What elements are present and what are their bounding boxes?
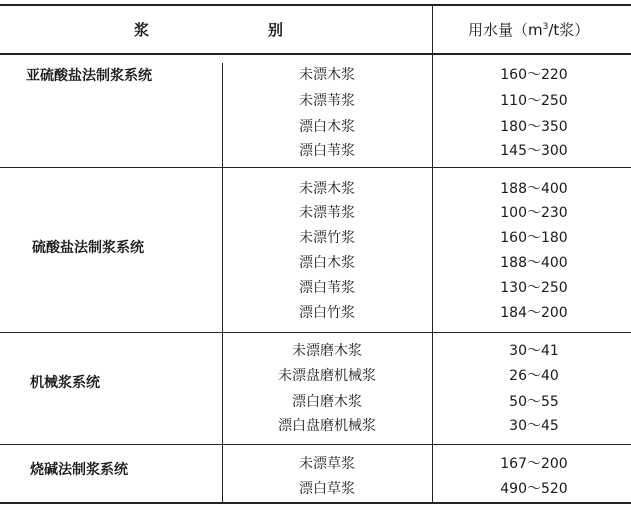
water-usage-cell: 145～300 <box>500 143 568 159</box>
pulp-type-cell: 漂白磨木浆 <box>292 394 362 410</box>
pulp-type-cell: 未漂苇浆 <box>299 205 355 221</box>
header-bottom-rule <box>0 53 631 55</box>
header-pulp-type-char1: 浆 <box>134 21 150 39</box>
header-column-divider <box>432 6 433 53</box>
water-usage-cell: 160～180 <box>500 230 568 246</box>
water-usage-cell: 50～55 <box>509 394 559 410</box>
water-usage-cell: 180～350 <box>500 119 568 135</box>
body-system-divider-1 <box>222 63 223 167</box>
water-usage-cell: 184～200 <box>500 305 568 321</box>
water-usage-cell: 100～230 <box>500 205 568 221</box>
group-divider-2 <box>0 332 631 333</box>
water-usage-cell: 188～400 <box>500 181 568 197</box>
pulp-type-cell: 未漂木浆 <box>299 67 355 83</box>
pulp-type-cell: 漂白苇浆 <box>299 280 355 296</box>
body-value-divider-4 <box>432 445 433 502</box>
water-usage-cell: 26～40 <box>509 368 559 384</box>
pulp-type-cell: 漂白苇浆 <box>299 143 355 159</box>
header-pulp-type-char2: 别 <box>268 21 284 39</box>
body-system-divider-4 <box>222 445 223 502</box>
body-value-divider-1 <box>432 55 433 167</box>
body-system-divider-3 <box>222 333 223 444</box>
water-usage-cell: 490～520 <box>500 481 568 497</box>
group-divider-3 <box>0 444 631 445</box>
body-system-divider-2 <box>222 168 223 332</box>
water-usage-cell: 110～250 <box>500 93 568 109</box>
system-name: 烧碱法制浆系统 <box>30 462 128 478</box>
pulp-type-cell: 未漂竹浆 <box>299 230 355 246</box>
bottom-rule <box>0 502 631 504</box>
water-usage-cell: 30～41 <box>509 343 559 359</box>
body-value-divider-3 <box>432 333 433 444</box>
header-water-usage: 用水量（$m^3/t$浆） <box>468 21 590 39</box>
pulp-type-cell: 未漂盘磨机械浆 <box>278 368 376 384</box>
pulp-type-cell: 未漂草浆 <box>299 456 355 472</box>
system-name: 亚硫酸盐法制浆系统 <box>26 68 152 84</box>
water-usage-cell: 30～45 <box>509 418 559 434</box>
system-name: 机械浆系统 <box>30 375 100 391</box>
pulp-type-cell: 漂白草浆 <box>299 481 355 497</box>
water-usage-cell: 188～400 <box>500 255 568 271</box>
group-divider-1 <box>0 167 631 168</box>
system-name: 硫酸盐法制浆系统 <box>32 240 144 256</box>
pulp-type-cell: 未漂木浆 <box>299 181 355 197</box>
pulp-type-cell: 漂白盘磨机械浆 <box>278 418 376 434</box>
pulp-type-cell: 漂白木浆 <box>299 119 355 135</box>
water-usage-cell: 160～220 <box>500 67 568 83</box>
pulp-type-cell: 未漂磨木浆 <box>292 343 362 359</box>
pulp-type-cell: 漂白竹浆 <box>299 305 355 321</box>
water-usage-cell: 130～250 <box>500 280 568 296</box>
body-value-divider-2 <box>432 168 433 332</box>
pulp-type-cell: 未漂苇浆 <box>299 93 355 109</box>
pulp-type-cell: 漂白木浆 <box>299 255 355 271</box>
water-usage-cell: 167～200 <box>500 456 568 472</box>
top-rule <box>0 4 631 6</box>
